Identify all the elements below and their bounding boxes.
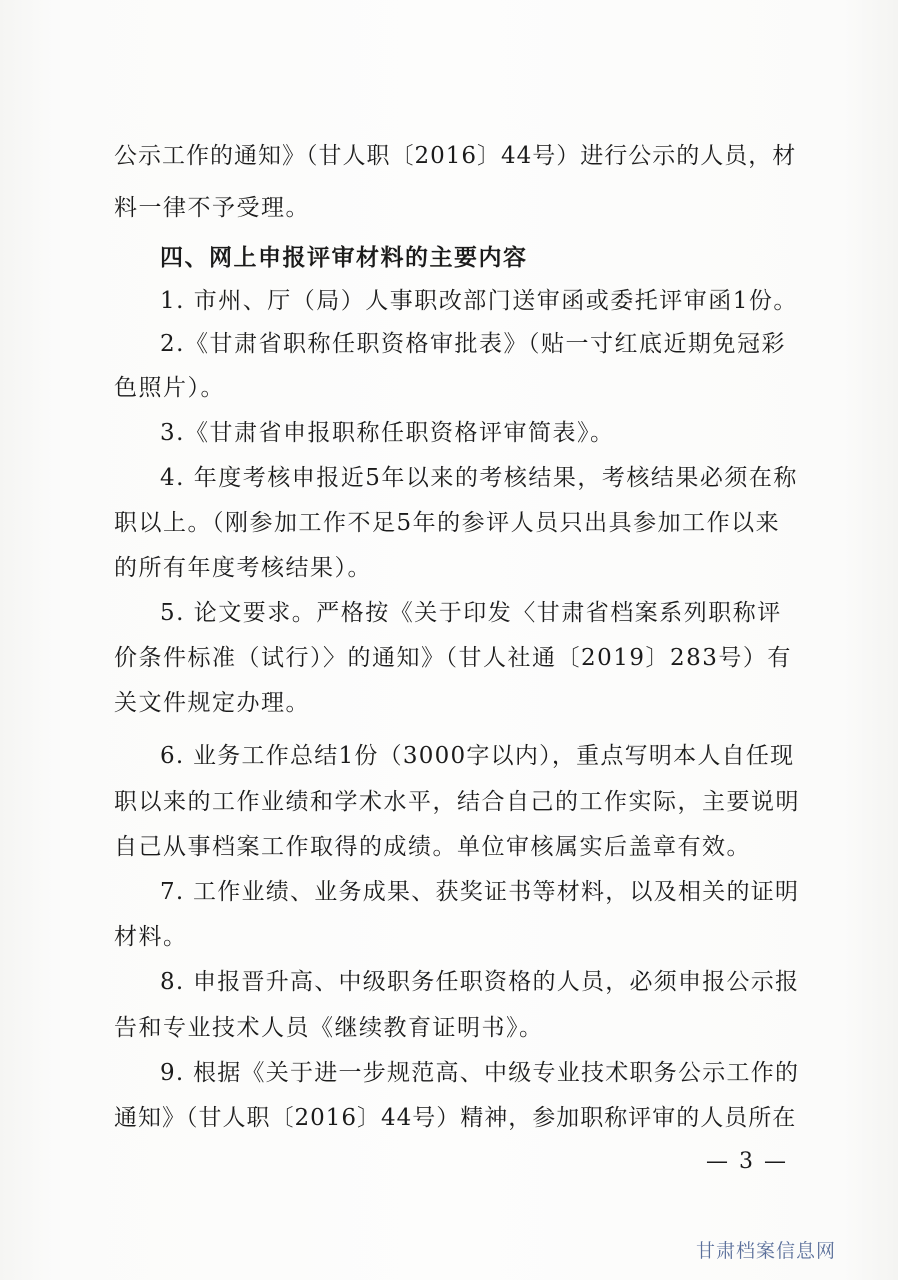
paragraph-line: 通知》（甘人职〔2016〕44号）精神，参加职称评审的人员所在 <box>114 1105 797 1131</box>
paragraph-line: 色照片）。 <box>114 375 225 401</box>
paragraph-line: 料一律不予受理。 <box>114 195 310 221</box>
paragraph-line: 4. 年度考核申报近5年以来的考核结果，考核结果必须在称 <box>160 465 798 491</box>
paragraph-line: 8. 申报晋升高、中级职务任职资格的人员，必须申报公示报 <box>160 969 800 995</box>
paragraph-line: 公示工作的通知》（甘人职〔2016〕44号）进行公示的人员，材 <box>114 143 797 169</box>
paragraph-line: 3.《甘肃省申报职称任职资格评审简表》。 <box>160 420 615 446</box>
paragraph-line: 价条件标准（试行）〉的通知》（甘人社通〔2019〕283号）有 <box>114 645 792 671</box>
paragraph-line: 1. 市州、厅（局）人事职改部门送审函或委托评审函1份。 <box>160 288 798 314</box>
paragraph-line: 自己从事档案工作取得的成绩。单位审核属实后盖章有效。 <box>114 834 751 860</box>
paragraph-line: 的所有年度考核结果）。 <box>114 555 372 581</box>
paragraph-line: 告和专业技术人员《继续教育证明书》。 <box>114 1015 544 1041</box>
paragraph-line: 9. 根据《关于进一步规范高、中级专业技术职务公示工作的 <box>160 1060 800 1086</box>
site-watermark: 甘肃档案信息网 <box>695 1240 836 1262</box>
paragraph-line: 材料。 <box>114 924 188 950</box>
paragraph-line: 2.《甘肃省职称任职资格审批表》（贴一寸红底近期免冠彩 <box>160 331 786 357</box>
page-number: — 3 — <box>706 1149 788 1174</box>
section-heading: 四、网上申报评审材料的主要内容 <box>160 244 528 271</box>
paragraph-line: 7. 工作业绩、业务成果、获奖证书等材料，以及相关的证明 <box>160 879 800 905</box>
paragraph-line: 职以上。（刚参加工作不足5年的参评人员只出具参加工作以来 <box>114 510 781 536</box>
paragraph-line: 关文件规定办理。 <box>114 690 310 716</box>
paragraph-line: 职以来的工作业绩和学术水平，结合自己的工作实际，主要说明 <box>114 789 800 815</box>
paragraph-line: 5. 论文要求。严格按《关于印发〈甘肃省档案系列职称评 <box>160 600 782 626</box>
paragraph-line: 6. 业务工作总结1份（3000字以内），重点写明本人自任现 <box>160 743 795 769</box>
